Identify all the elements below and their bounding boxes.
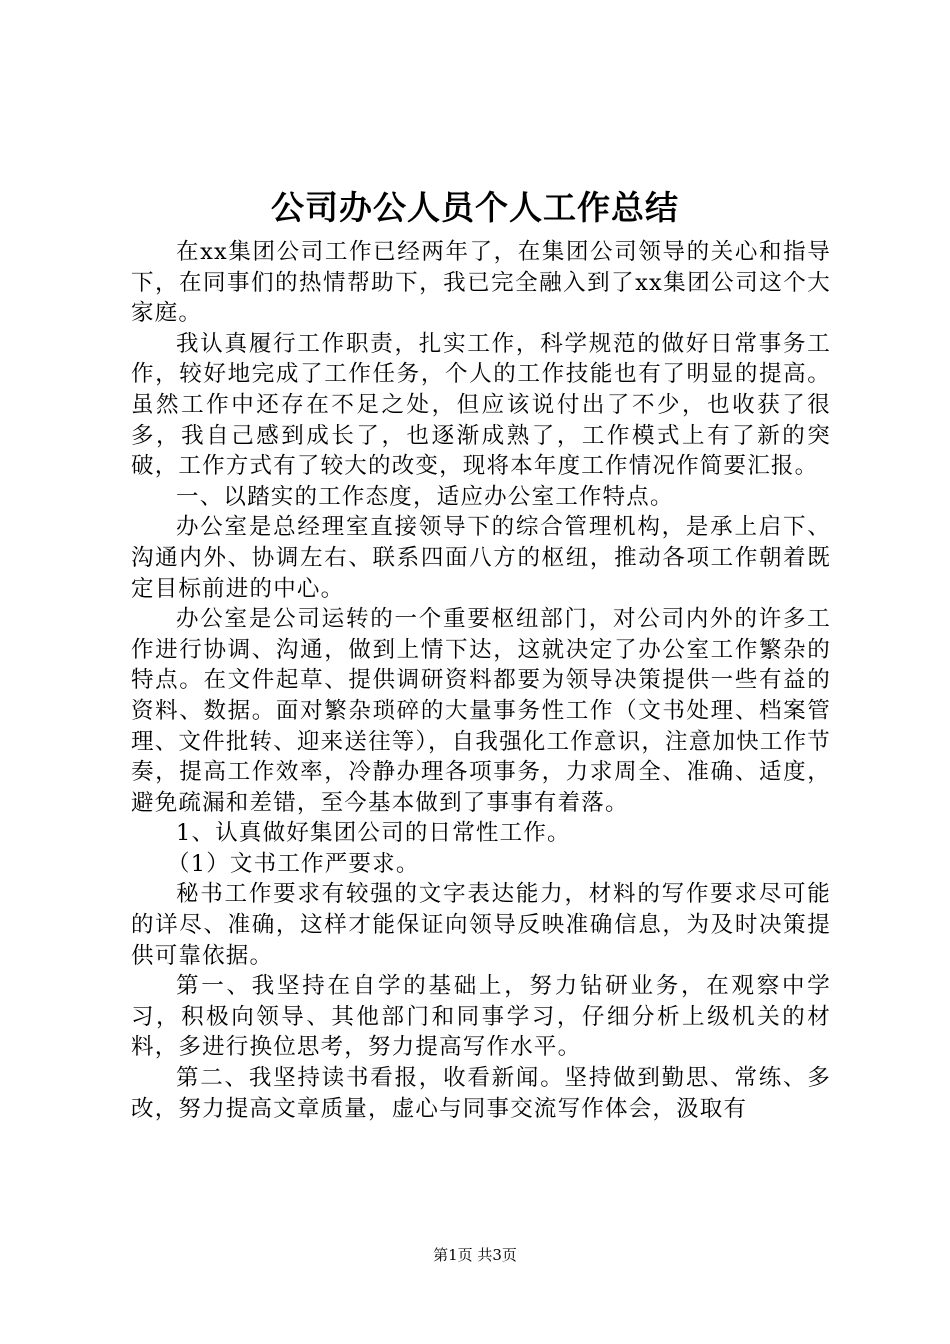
paragraph: 在xx集团公司工作已经两年了，在集团公司领导的关心和指导下，在同事们的热情帮助下，我已完全融入到了xx集团公司这个大家庭。 [131,239,831,327]
subsection-heading: （1）文书工作严要求。 [167,850,420,877]
page-footer: 第1页 共3页 [433,1246,517,1264]
subsection-heading: 1、认真做好集团公司的日常性工作。 [176,820,571,847]
paragraph: 办公室是总经理室直接领导下的综合管理机构，是承上启下、沟通内外、协调左右、联系四面八方的枢纽，推动各项工作朝着既定目标前进的中心。 [131,514,831,602]
paragraph: 秘书工作要求有较强的文字表达能力，材料的写作要求尽可能的详尽、准确，这样才能保证向领导反映准确信息，为及时决策提供可靠依据。 [131,881,831,969]
paragraph: 办公室是公司运转的一个重要枢纽部门，对公司内外的许多工作进行协调、沟通，做到上情下达，这就决定了办公室工作繁杂的特点。在文件起草、提供调研资料都要为领导决策提供一些有益的资料、数据。面对繁杂琐碎的大量事务性工作（文书处理、档案管理、文件批转、迎来送往等），自我强化工作意识，注意加快工作节奏，提高工作效率，冷静办理各项事务，力求周全、准确、适度，避免疏漏和差错，至今基本做到了事事有着落。 [131,606,831,816]
paragraph: 第一、我坚持在自学的基础上，努力钻研业务，在观察中学习，积极向领导、其他部门和同事学习，仔细分析上级机关的材料，多进行换位思考，努力提高写作水平。 [131,973,831,1061]
document-body [131,237,831,1124]
paragraph: 第二、我坚持读书看报，收看新闻。坚持做到勤思、常练、多改，努力提高文章质量，虚心与同事交流写作体会，汲取有 [131,1065,831,1122]
document-title: 公司办公人员个人工作总结 [271,188,679,227]
paragraph: 我认真履行工作职责，扎实工作，科学规范的做好日常事务工作，较好地完成了工作任务，个人的工作技能也有了明显的提高。虽然工作中还存在不足之处，但应该说付出了不少，也收获了很多，我自己感到成长了，也逐渐成熟了，工作模式上有了新的突破，工作方式有了较大的改变，现将本年度工作情况作简要汇报。 [131,330,831,480]
section-heading: 一、以踏实的工作态度，适应办公室工作特点。 [176,483,674,510]
